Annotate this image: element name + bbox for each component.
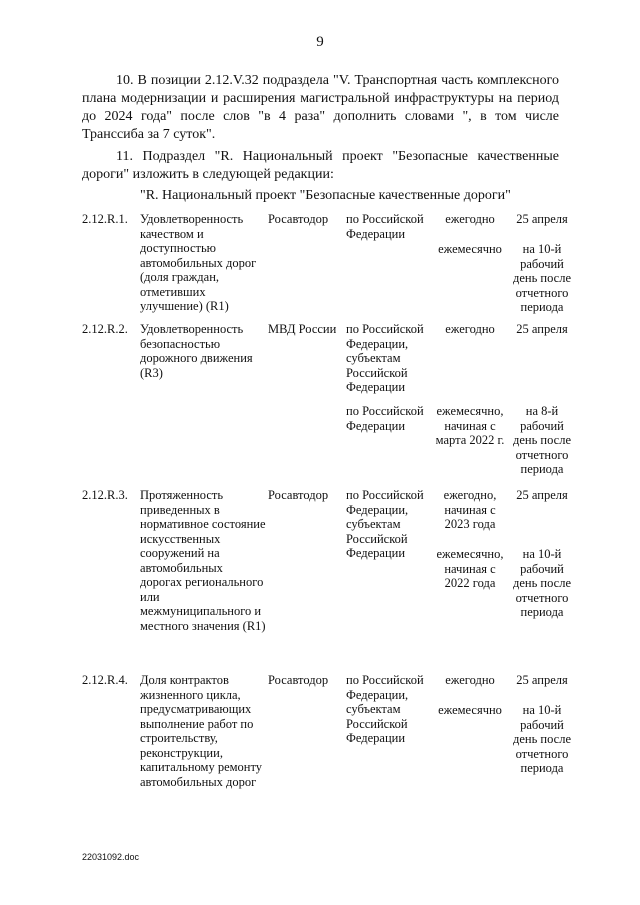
row-frequency: ежемесячно, начиная с 2022 года	[436, 547, 504, 590]
row-deadline: на 10-й рабочий день после отчетного периода	[512, 703, 571, 775]
row-frequency: ежегодно, начиная с 2023 года	[443, 488, 497, 531]
row-number: 2.12.R.4.	[82, 673, 128, 687]
row-deadline: на 10-й рабочий день после отчетного периода	[512, 547, 571, 619]
page-number: 9	[316, 34, 324, 50]
paragraph-11: 11. Подраздел "R. Национальный проект "Безопасные качественные дороги" изложить в следующей редакции:	[82, 149, 559, 182]
row-agency: Росавтодор	[268, 673, 329, 687]
row-frequency: ежегодно	[445, 322, 495, 336]
row-deadline: 25 апреля	[516, 322, 568, 336]
paragraph-10: 10. В позиции 2.12.V.32 подраздела "V. Транспортная часть комплексного плана модернизации и расширения магистральной инфраструктуры на период до 2024 года" после слов "в 4 раза" дополнить словами ", в том числе Транссиба за 7 суток".	[82, 73, 559, 142]
row-frequency: ежегодно	[445, 212, 495, 226]
row-indicator: Доля контрактов жизненного цикла, предусматривающих выполнение работ по строительству, реконструкции, капитальному ремонту автомобильных дорог	[140, 673, 263, 789]
row-number: 2.12.R.3.	[82, 488, 128, 502]
row-deadline: 25 апреля	[516, 673, 568, 687]
row-indicator: Протяженность приведенных в нормативное состояние искусственных сооружений на автомобильных дорогах регионального или межмуниципального и местного значения (R1)	[140, 488, 266, 633]
row-number: 2.12.R.2.	[82, 322, 128, 336]
row-scope: по Российской Федерации, субъектам Российской Федерации	[346, 488, 424, 560]
row-frequency: ежемесячно, начиная с марта 2022 г.	[435, 404, 505, 447]
row-deadline: на 10-й рабочий день после отчетного периода	[512, 242, 571, 314]
row-frequency: ежемесячно	[438, 703, 502, 717]
row-agency: Росавтодор	[268, 212, 329, 226]
row-frequency: ежемесячно	[438, 242, 502, 256]
row-scope: по Российской Федерации, субъектам Российской Федерации	[346, 322, 424, 394]
row-scope: по Российской Федерации	[346, 212, 424, 241]
row-scope: по Российской Федерации, субъектам Российской Федерации	[346, 673, 424, 745]
row-deadline: 25 апреля	[516, 212, 568, 226]
row-agency: Росавтодор	[268, 488, 329, 502]
row-deadline: на 8-й рабочий день после отчетного периода	[512, 404, 571, 476]
section-subheading: "R. Национальный проект "Безопасные качественные дороги"	[140, 188, 511, 203]
row-indicator: Удовлетворенность качеством и доступностью автомобильных дорог (доля граждан, отметивших улучшение) (R1)	[140, 212, 257, 313]
row-indicator: Удовлетворенность безопасностью дорожного движения (R3)	[140, 322, 253, 380]
row-frequency: ежегодно	[445, 673, 495, 687]
row-scope: по Российской Федерации	[346, 404, 424, 433]
row-number: 2.12.R.1.	[82, 212, 128, 226]
document-footer: 22031092.doc	[82, 852, 140, 862]
row-deadline: 25 апреля	[516, 488, 568, 502]
row-agency: МВД России	[268, 322, 337, 336]
